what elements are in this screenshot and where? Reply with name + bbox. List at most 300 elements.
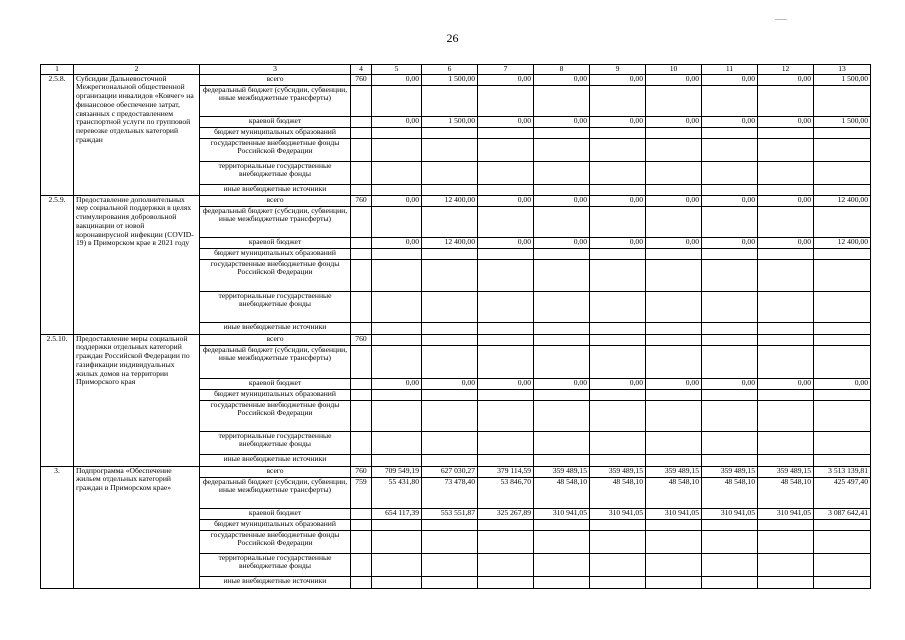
value-cell	[814, 259, 871, 291]
value-cell: 0,00	[702, 195, 758, 206]
value-cell	[478, 519, 534, 530]
source-label: всего	[200, 466, 351, 477]
budget-code	[351, 530, 372, 553]
budget-code: 760	[351, 74, 372, 85]
value-cell	[814, 553, 871, 576]
value-cell	[478, 161, 534, 184]
value-cell	[646, 291, 702, 322]
value-cell	[758, 259, 814, 291]
value-cell	[478, 85, 534, 116]
budget-code	[351, 519, 372, 530]
value-cell: 12 400,00	[422, 195, 478, 206]
budget-code	[351, 400, 372, 431]
value-cell	[372, 519, 422, 530]
value-cell	[534, 138, 590, 161]
value-cell	[372, 322, 422, 334]
source-label: территориальные государственные внебюджетные фонды	[200, 161, 351, 184]
value-cell	[758, 400, 814, 431]
value-cell: 0,00	[590, 237, 646, 248]
source-label: бюджет муниципальных образований	[200, 389, 351, 400]
budget-code	[351, 206, 372, 237]
value-cell	[646, 519, 702, 530]
value-cell	[478, 259, 534, 291]
value-cell	[590, 576, 646, 588]
value-cell: 0,00	[534, 378, 590, 389]
value-cell	[590, 248, 646, 259]
source-label: иные внебюджетные источники	[200, 454, 351, 466]
value-cell	[534, 576, 590, 588]
budget-code	[351, 184, 372, 195]
value-cell	[814, 400, 871, 431]
value-cell	[814, 431, 871, 454]
header-cell: 3	[200, 65, 351, 75]
value-cell	[646, 138, 702, 161]
value-cell	[534, 454, 590, 466]
budget-code	[351, 291, 372, 322]
value-cell	[758, 389, 814, 400]
value-cell	[372, 85, 422, 116]
value-cell	[814, 345, 871, 378]
value-cell	[814, 322, 871, 334]
header-cell: 2	[74, 65, 200, 75]
budget-code	[351, 127, 372, 138]
value-cell: 48 548,10	[646, 477, 702, 508]
value-cell: 0,00	[758, 195, 814, 206]
value-cell: 0,00	[372, 378, 422, 389]
value-cell	[372, 553, 422, 576]
value-cell	[590, 334, 646, 345]
budget-code	[351, 389, 372, 400]
value-cell	[814, 454, 871, 466]
source-label: иные внебюджетные источники	[200, 184, 351, 195]
value-cell: 0,00	[702, 74, 758, 85]
value-cell	[646, 322, 702, 334]
value-cell: 48 548,10	[534, 477, 590, 508]
value-cell: 310 941,05	[590, 508, 646, 519]
value-cell	[646, 345, 702, 378]
source-label: краевой бюджет	[200, 237, 351, 248]
value-cell	[422, 389, 478, 400]
value-cell: 359 489,15	[702, 466, 758, 477]
value-cell	[422, 530, 478, 553]
value-cell	[590, 206, 646, 237]
table-row	[41, 334, 871, 345]
value-cell	[702, 454, 758, 466]
value-cell	[372, 576, 422, 588]
value-cell	[702, 161, 758, 184]
value-cell	[646, 334, 702, 345]
value-cell: 0,00	[758, 237, 814, 248]
value-cell	[422, 454, 478, 466]
value-cell	[422, 553, 478, 576]
value-cell	[422, 85, 478, 116]
source-label: федеральный бюджет (субсидии, субвенции, иные межбюджетные трансферты)	[200, 477, 351, 508]
value-cell	[534, 259, 590, 291]
budget-code	[351, 248, 372, 259]
value-cell: 3 513 139,81	[814, 466, 871, 477]
value-cell: 0,00	[478, 237, 534, 248]
value-cell	[646, 259, 702, 291]
value-cell	[758, 138, 814, 161]
value-cell	[814, 184, 871, 195]
value-cell	[646, 184, 702, 195]
value-cell	[590, 322, 646, 334]
value-cell: 0,00	[372, 237, 422, 248]
value-cell	[758, 454, 814, 466]
value-cell: 0,00	[590, 74, 646, 85]
value-cell	[372, 259, 422, 291]
value-cell	[534, 530, 590, 553]
value-cell	[372, 530, 422, 553]
header-cell: 11	[702, 65, 758, 75]
value-cell	[758, 206, 814, 237]
value-cell: 0,00	[702, 237, 758, 248]
header-cell: 10	[646, 65, 702, 75]
source-label: государственные внебюджетные фонды Российской Федерации	[200, 259, 351, 291]
source-label: краевой бюджет	[200, 378, 351, 389]
value-cell	[702, 291, 758, 322]
row-title: Предоставление дополнительных мер социальной поддержки в целях стимулирования добровольной вакцинации от новой коронавирусной инфекции (COVID-19) в Приморском крае в 2021 году	[74, 195, 200, 334]
value-cell	[814, 519, 871, 530]
value-cell	[478, 291, 534, 322]
value-cell: 0,00	[646, 74, 702, 85]
value-cell	[758, 248, 814, 259]
source-label: всего	[200, 74, 351, 85]
value-cell	[372, 184, 422, 195]
value-cell: 0,00	[758, 116, 814, 127]
value-cell	[590, 184, 646, 195]
value-cell	[534, 553, 590, 576]
value-cell	[478, 322, 534, 334]
value-cell	[422, 184, 478, 195]
source-label: всего	[200, 195, 351, 206]
value-cell	[758, 576, 814, 588]
value-cell: 709 549,19	[372, 466, 422, 477]
row-title: Субсидии Дальневосточной Межрегиональной общественной организации инвалидов «Ковчег» на финансовое обеспечение затрат, связанных с предоставлением транспортной услуги по групповой перевозке отдельных категорий граждан	[74, 74, 200, 195]
budget-code	[351, 116, 372, 127]
value-cell	[758, 127, 814, 138]
value-cell: 0,00	[590, 378, 646, 389]
value-cell: 0,00	[478, 378, 534, 389]
budget-code	[351, 85, 372, 116]
budget-table	[40, 64, 871, 589]
value-cell	[422, 259, 478, 291]
value-cell	[702, 519, 758, 530]
value-cell	[372, 389, 422, 400]
value-cell: 310 941,05	[646, 508, 702, 519]
source-label: бюджет муниципальных образований	[200, 248, 351, 259]
value-cell: 0,00	[758, 74, 814, 85]
value-cell	[590, 530, 646, 553]
value-cell: 0,00	[814, 378, 871, 389]
row-number: 2.5.8.	[41, 74, 74, 195]
value-cell	[534, 206, 590, 237]
value-cell	[590, 259, 646, 291]
value-cell: 0,00	[534, 195, 590, 206]
value-cell	[702, 345, 758, 378]
value-cell	[478, 206, 534, 237]
value-cell	[758, 184, 814, 195]
value-cell: 0,00	[372, 195, 422, 206]
value-cell: 0,00	[646, 195, 702, 206]
budget-code: 760	[351, 334, 372, 345]
value-cell	[702, 431, 758, 454]
value-cell	[478, 138, 534, 161]
value-cell: 0,00	[702, 378, 758, 389]
value-cell: 0,00	[478, 195, 534, 206]
value-cell: 627 030,27	[422, 466, 478, 477]
value-cell: 310 941,05	[534, 508, 590, 519]
value-cell	[646, 431, 702, 454]
value-cell: 379 114,59	[478, 466, 534, 477]
page-number: 26	[446, 31, 459, 45]
value-cell	[422, 519, 478, 530]
value-cell	[814, 334, 871, 345]
budget-code	[351, 508, 372, 519]
value-cell: 0,00	[590, 195, 646, 206]
value-cell	[814, 389, 871, 400]
value-cell: 1 500,00	[422, 116, 478, 127]
value-cell	[422, 206, 478, 237]
value-cell	[702, 184, 758, 195]
value-cell: 48 548,10	[590, 477, 646, 508]
value-cell	[814, 291, 871, 322]
value-cell	[590, 400, 646, 431]
value-cell	[702, 576, 758, 588]
value-cell	[758, 334, 814, 345]
budget-code	[351, 138, 372, 161]
value-cell	[646, 127, 702, 138]
value-cell	[590, 454, 646, 466]
source-label: государственные внебюджетные фонды Российской Федерации	[200, 138, 351, 161]
value-cell	[590, 161, 646, 184]
header-cell: 13	[814, 65, 871, 75]
value-cell: 0,00	[534, 237, 590, 248]
value-cell	[422, 248, 478, 259]
value-cell	[372, 138, 422, 161]
value-cell: 0,00	[478, 116, 534, 127]
value-cell	[534, 127, 590, 138]
value-cell	[702, 334, 758, 345]
value-cell	[372, 345, 422, 378]
value-cell	[534, 345, 590, 378]
value-cell	[478, 389, 534, 400]
value-cell: 48 548,10	[702, 477, 758, 508]
header-cell: 7	[478, 65, 534, 75]
value-cell: 0,00	[646, 378, 702, 389]
scan-mark	[775, 19, 787, 20]
table-row	[41, 466, 871, 477]
value-cell	[646, 530, 702, 553]
source-label: всего	[200, 334, 351, 345]
source-label: бюджет муниципальных образований	[200, 519, 351, 530]
value-cell	[534, 431, 590, 454]
value-cell	[372, 454, 422, 466]
header-cell: 12	[758, 65, 814, 75]
value-cell	[422, 400, 478, 431]
value-cell	[478, 184, 534, 195]
budget-code	[351, 431, 372, 454]
value-cell	[478, 400, 534, 431]
budget-code	[351, 161, 372, 184]
value-cell	[646, 576, 702, 588]
value-cell: 12 400,00	[814, 237, 871, 248]
value-cell	[702, 138, 758, 161]
value-cell	[478, 345, 534, 378]
value-cell	[646, 454, 702, 466]
budget-code	[351, 454, 372, 466]
row-number: 3.	[41, 466, 74, 588]
value-cell	[422, 161, 478, 184]
value-cell	[590, 291, 646, 322]
value-cell	[646, 161, 702, 184]
budget-code	[351, 259, 372, 291]
value-cell	[758, 530, 814, 553]
value-cell	[758, 553, 814, 576]
value-cell: 359 489,15	[646, 466, 702, 477]
value-cell	[590, 553, 646, 576]
value-cell: 359 489,15	[534, 466, 590, 477]
value-cell	[534, 248, 590, 259]
value-cell	[702, 322, 758, 334]
value-cell	[702, 259, 758, 291]
value-cell	[372, 291, 422, 322]
value-cell: 654 117,39	[372, 508, 422, 519]
value-cell	[758, 85, 814, 116]
value-cell	[590, 127, 646, 138]
value-cell	[534, 400, 590, 431]
value-cell	[590, 85, 646, 116]
table-row	[41, 74, 871, 85]
value-cell	[702, 127, 758, 138]
value-cell: 0,00	[372, 74, 422, 85]
value-cell	[814, 85, 871, 116]
value-cell	[478, 248, 534, 259]
value-cell: 12 400,00	[814, 195, 871, 206]
value-cell	[590, 345, 646, 378]
value-cell	[702, 206, 758, 237]
value-cell	[372, 127, 422, 138]
header-cell: 8	[534, 65, 590, 75]
source-label: федеральный бюджет (субсидии, субвенции, иные межбюджетные трансферты)	[200, 345, 351, 378]
source-label: государственные внебюджетные фонды Российской Федерации	[200, 400, 351, 431]
value-cell	[814, 161, 871, 184]
budget-code	[351, 576, 372, 588]
value-cell	[534, 519, 590, 530]
value-cell	[646, 206, 702, 237]
value-cell: 359 489,15	[758, 466, 814, 477]
header-cell: 9	[590, 65, 646, 75]
value-cell	[814, 530, 871, 553]
value-cell: 359 489,15	[590, 466, 646, 477]
value-cell	[758, 322, 814, 334]
source-label: иные внебюджетные источники	[200, 322, 351, 334]
value-cell	[478, 553, 534, 576]
budget-code	[351, 237, 372, 248]
value-cell: 0,00	[646, 116, 702, 127]
value-cell	[534, 184, 590, 195]
budget-code	[351, 378, 372, 389]
value-cell: 0,00	[422, 378, 478, 389]
value-cell: 0,00	[758, 378, 814, 389]
value-cell: 12 400,00	[422, 237, 478, 248]
value-cell: 310 941,05	[758, 508, 814, 519]
value-cell: 0,00	[646, 237, 702, 248]
value-cell	[758, 345, 814, 378]
value-cell: 310 941,05	[702, 508, 758, 519]
header-cell: 1	[41, 65, 74, 75]
budget-code	[351, 345, 372, 378]
budget-code	[351, 553, 372, 576]
value-cell	[422, 345, 478, 378]
source-label: краевой бюджет	[200, 116, 351, 127]
value-cell	[702, 553, 758, 576]
value-cell	[534, 85, 590, 116]
value-cell	[646, 389, 702, 400]
row-title: Предоставление меры социальной поддержки отдельных категорий граждан Российской Федерации по газификации индивидуальных жилых домов на территории Приморского края	[74, 334, 200, 466]
value-cell	[702, 85, 758, 116]
value-cell	[702, 248, 758, 259]
value-cell	[478, 530, 534, 553]
value-cell	[590, 431, 646, 454]
source-label: государственные внебюджетные фонды Российской Федерации	[200, 530, 351, 553]
budget-code	[351, 322, 372, 334]
value-cell	[478, 576, 534, 588]
value-cell	[646, 553, 702, 576]
value-cell: 0,00	[534, 116, 590, 127]
source-label: федеральный бюджет (субсидии, субвенции, иные межбюджетные трансферты)	[200, 206, 351, 237]
row-number: 2.5.10.	[41, 334, 74, 466]
value-cell	[702, 530, 758, 553]
value-cell	[478, 454, 534, 466]
source-label: бюджет муниципальных образований	[200, 127, 351, 138]
value-cell: 55 431,80	[372, 477, 422, 508]
value-cell	[372, 206, 422, 237]
value-cell: 0,00	[590, 116, 646, 127]
budget-code: 759	[351, 477, 372, 508]
value-cell: 1 500,00	[814, 116, 871, 127]
value-cell	[702, 389, 758, 400]
value-cell: 1 500,00	[422, 74, 478, 85]
value-cell	[372, 400, 422, 431]
value-cell	[814, 127, 871, 138]
source-label: территориальные государственные внебюджетные фонды	[200, 431, 351, 454]
value-cell	[758, 431, 814, 454]
row-title: Подпрограмма «Обеспечение жильем отдельных категорий граждан в Приморском крае»	[74, 466, 200, 588]
value-cell	[534, 334, 590, 345]
value-cell	[646, 248, 702, 259]
source-label: краевой бюджет	[200, 508, 351, 519]
value-cell: 48 548,10	[758, 477, 814, 508]
value-cell: 73 478,40	[422, 477, 478, 508]
value-cell	[646, 400, 702, 431]
value-cell	[422, 127, 478, 138]
value-cell: 553 551,87	[422, 508, 478, 519]
value-cell	[422, 291, 478, 322]
value-cell	[814, 248, 871, 259]
value-cell	[646, 85, 702, 116]
value-cell	[814, 138, 871, 161]
value-cell	[478, 431, 534, 454]
source-label: иные внебюджетные источники	[200, 576, 351, 588]
value-cell	[372, 431, 422, 454]
header-cell: 6	[422, 65, 478, 75]
value-cell	[372, 248, 422, 259]
budget-code: 760	[351, 466, 372, 477]
value-cell	[372, 161, 422, 184]
value-cell	[422, 322, 478, 334]
value-cell	[534, 161, 590, 184]
